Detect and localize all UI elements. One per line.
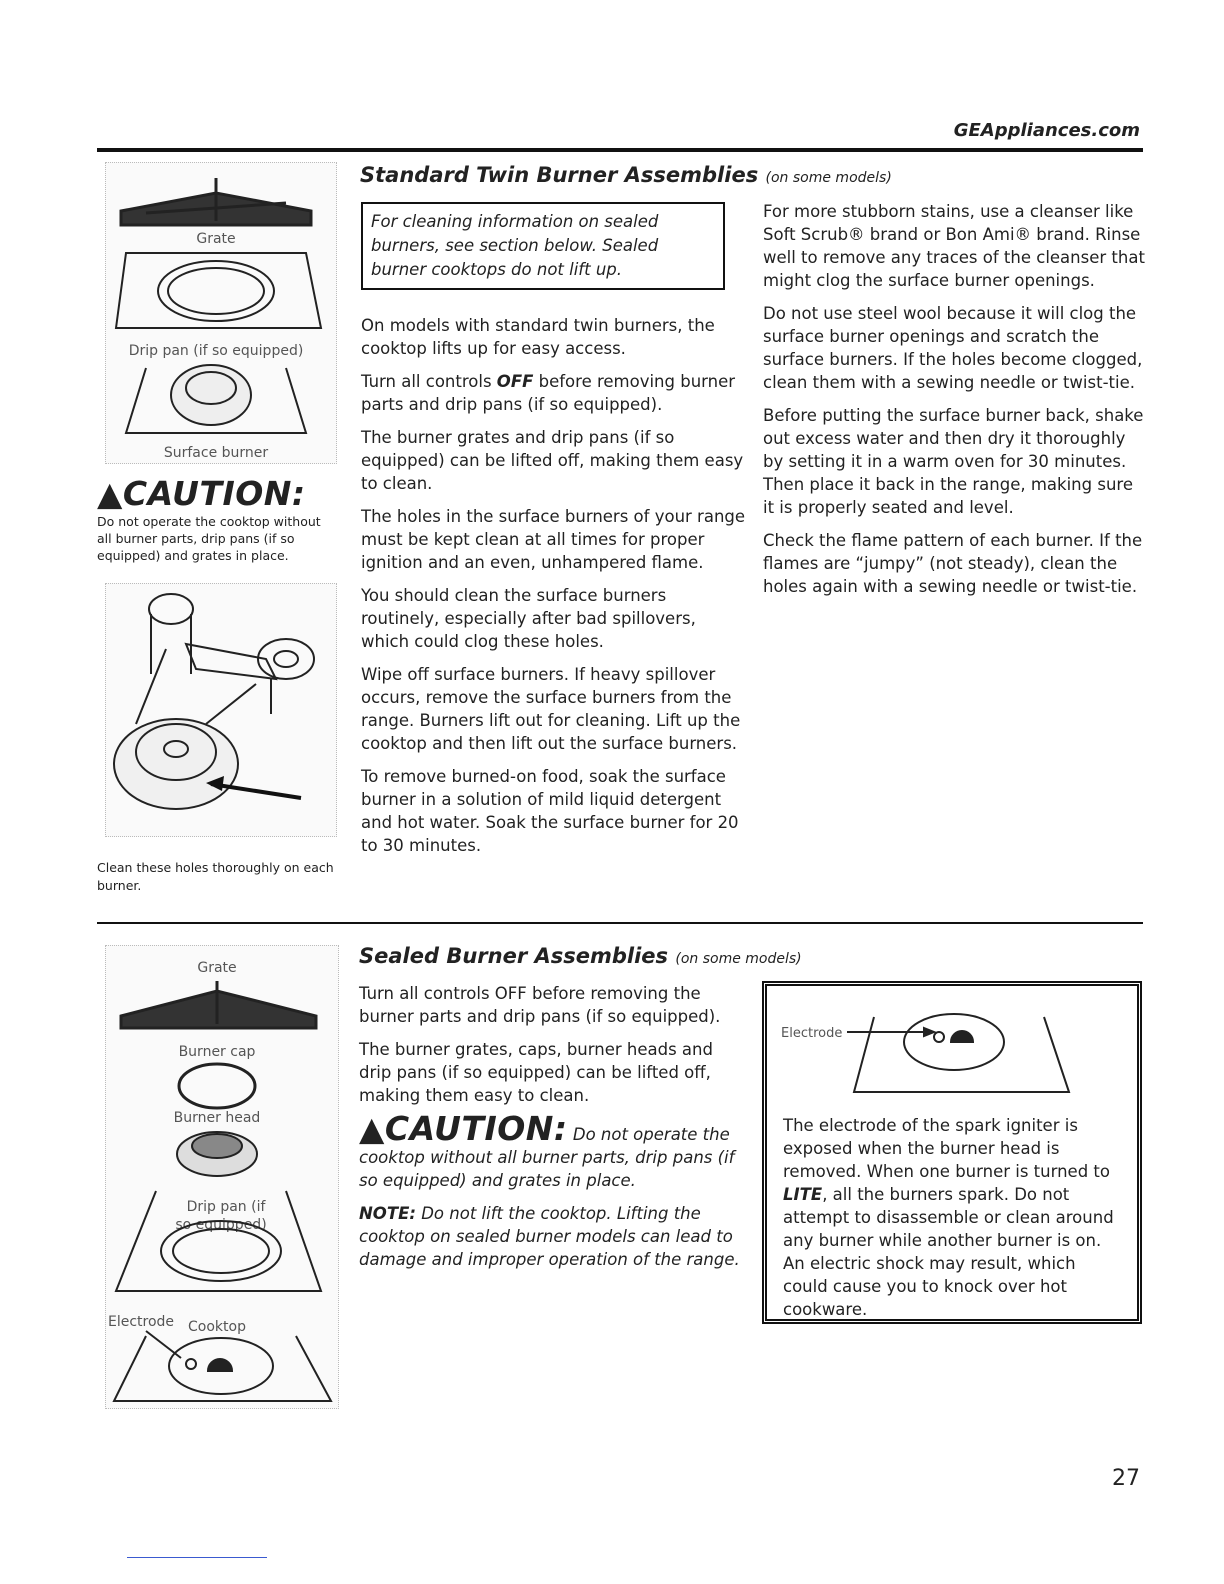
cooktop-drawing bbox=[114, 1331, 331, 1401]
footer-line bbox=[127, 1557, 267, 1558]
section-divider bbox=[97, 922, 1143, 924]
surface-burner-label: Surface burner bbox=[163, 445, 269, 461]
grate-drawing bbox=[121, 178, 311, 225]
electrode-label: Electrode bbox=[108, 1314, 175, 1330]
paragraph: Check the flame pattern of each burner. If the flames are “jumpy” (not steady), clean the holes again with a sewing needle or twist-tie. bbox=[763, 531, 1143, 596]
warning-triangle-icon: ▲ bbox=[359, 1109, 385, 1148]
burner-cap-drawing bbox=[179, 1064, 255, 1108]
paragraph: To remove burned-on food, soak the surface burner in a solution of mild liquid detergent and hot water. Soak the surface burner for 20 to 30 minutes. bbox=[361, 767, 739, 855]
section1-title-text: Standard Twin Burner Assemblies bbox=[360, 163, 759, 187]
paragraph: Wipe off surface burners. If heavy spillover occurs, remove the surface burners from the range. Burners lift out for cleaning. Lift up the cooktop and then lift out the surface burners. bbox=[361, 665, 741, 753]
caution-inline bbox=[359, 1109, 744, 1192]
caution-block bbox=[97, 474, 337, 564]
burner-head-drawing bbox=[177, 1132, 257, 1176]
section2-title-text: Sealed Burner Assemblies bbox=[359, 944, 669, 968]
section2-subtitle: (on some models) bbox=[675, 951, 802, 967]
caution-heading: CAUTION: bbox=[384, 1109, 568, 1148]
note-text: Do not lift the cooktop. Lifting the cooktop on sealed burner models can lead to damage and improper operation of the range. bbox=[359, 1204, 740, 1269]
section1-title bbox=[360, 163, 892, 187]
electrode-warning-text: The electrode of the spark igniter is exposed when the burner head is removed. When one burner is turned to LITE, all the burners spark. Do not attempt to disassemble or clean around any burner while another burner is on. An electric shock may result, which could cause you to knock over hot cookware. bbox=[783, 1116, 1114, 1319]
surface-burner-drawing bbox=[126, 365, 306, 433]
caution-heading: CAUTION: bbox=[122, 474, 306, 513]
sealed-burner-note: For cleaning information on sealed burners, see section below. Sealed burner cooktops do not lift up. bbox=[361, 202, 725, 290]
grate-drawing bbox=[121, 981, 316, 1028]
drip-pan-label-2: so equipped) bbox=[175, 1217, 267, 1233]
note-paragraph bbox=[359, 1202, 744, 1271]
paragraph: You should clean the surface burners routinely, especially after bad spillovers, which could clog these holes. bbox=[361, 586, 696, 651]
paragraph: The burner grates and drip pans (if so equipped) can be lifted off, making them easy to clean. bbox=[361, 428, 744, 493]
burner-caption: Clean these holes thoroughly on each burner. bbox=[97, 860, 334, 893]
electrode-warning-box bbox=[762, 981, 1142, 1324]
paragraph: Do not use steel wool because it will clog the surface burner openings and scratch the surface burners. If the holes become clogged, clean them with a sewing needle or twist-tie. bbox=[763, 304, 1143, 392]
grate-label: Grate bbox=[197, 960, 237, 976]
section1-right-column bbox=[763, 200, 1148, 608]
paragraph: The burner grates, caps, burner heads and drip pans (if so equipped) can be lifted off, making them easy to clean. bbox=[359, 1040, 713, 1105]
paragraph: Turn all controls OFF before removing the burner parts and drip pans (if so equipped). bbox=[359, 984, 721, 1026]
electrode-label: Electrode bbox=[781, 1026, 843, 1041]
section2-title bbox=[359, 944, 802, 968]
paragraph: On models with standard twin burners, the cooktop lifts up for easy access. bbox=[361, 316, 715, 358]
page-number: 27 bbox=[1112, 1466, 1140, 1491]
cooktop-label: Cooktop bbox=[188, 1319, 246, 1335]
warning-triangle-icon: ▲ bbox=[97, 474, 123, 513]
section1-subtitle: (on some models) bbox=[765, 170, 892, 186]
paragraph: For more stubborn stains, use a cleanser like Soft Scrub® brand or Bon Ami® brand. Rinse well to remove any traces of the cleanser that might clog the surface burner openings. bbox=[763, 202, 1145, 290]
burner-holes-figure bbox=[105, 583, 337, 837]
caution-text: Do not operate the cooktop without all burner parts, drip pans (if so equipped) and grates in place. bbox=[97, 514, 321, 563]
twin-burner-parts-figure bbox=[105, 162, 337, 464]
note-label: NOTE: bbox=[359, 1204, 416, 1223]
paragraph-off: Turn all controls OFF before removing burner parts and drip pans (if so equipped). bbox=[361, 372, 736, 414]
drip-pan-label-1: Drip pan (if bbox=[186, 1199, 266, 1215]
burner-head-label: Burner head bbox=[173, 1110, 261, 1126]
drip-pan-label: Drip pan (if so equipped) bbox=[128, 343, 304, 359]
caution-inline-text: Do not operate the cooktop without all burner parts, drip pans (if so equipped) and grates in place. bbox=[359, 1125, 735, 1190]
grate-label: Grate bbox=[196, 231, 236, 247]
sealed-burner-parts-figure bbox=[105, 945, 339, 1409]
section1-left-column bbox=[361, 314, 746, 867]
burner-cap-label: Burner cap bbox=[178, 1044, 256, 1060]
drip-pan-drawing bbox=[116, 253, 321, 328]
site-url: GEAppliances.com bbox=[953, 120, 1140, 141]
lite-label: LITE bbox=[783, 1185, 823, 1204]
section2-left-column bbox=[359, 982, 744, 1281]
header-rule bbox=[97, 148, 1143, 152]
paragraph: Before putting the surface burner back, shake out excess water and then dry it thoroughly by setting it in a warm oven for 30 minutes. Then place it back in the range, making sure it is properly seated and level. bbox=[763, 406, 1144, 517]
electrode-figure bbox=[779, 992, 1079, 1102]
paragraph: The holes in the surface burners of your range must be kept clean at all times for proper ignition and an even, unhampered flame. bbox=[361, 507, 746, 572]
